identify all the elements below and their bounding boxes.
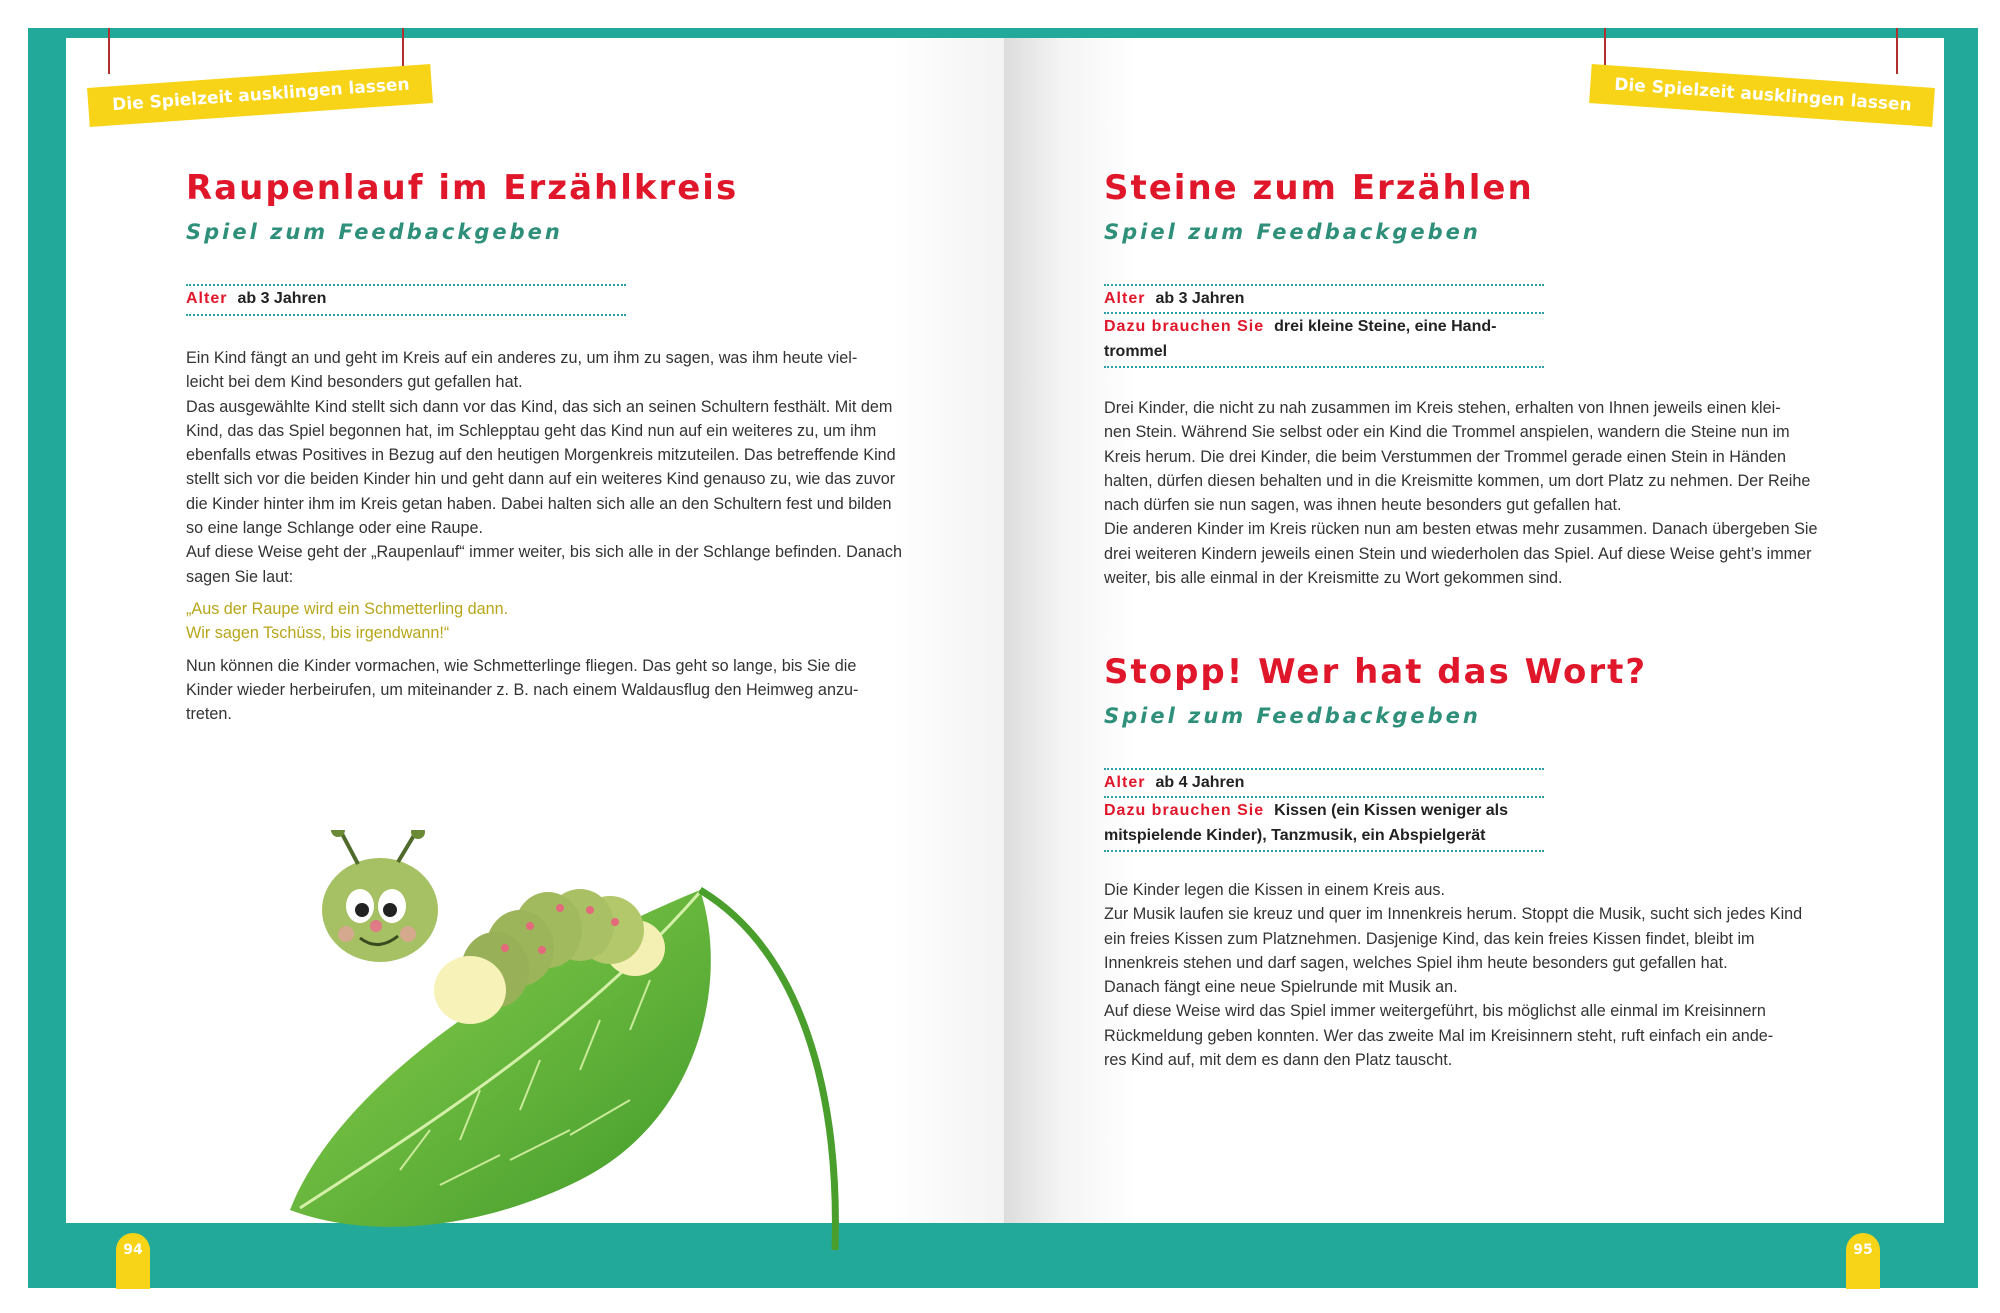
meta-label: Dazu brauchen Sie: [1104, 318, 1265, 335]
meta-value: drei kleine Steine, eine Hand- trommel: [1104, 318, 1497, 360]
left-body-text: [186, 346, 906, 726]
meta-label: Alter: [1104, 290, 1146, 307]
page-number-text: 95: [1853, 1242, 1873, 1258]
page-number-right: [1846, 1233, 1880, 1289]
meta-value: Kissen (ein Kissen weniger als mitspielende Kinder), Tanzmusik, ein Abspielgerät: [1104, 802, 1509, 844]
divider: [1104, 366, 1544, 368]
paragraph: Die anderen Kinder im Kreis rücken nun am besten etwas mehr zusammen. Danach übergeben Sie drei weiteren Kindern jeweils einen Stein und wiederholen das Spiel. Auf diese Weise geht’s immer weiter, bis alle einmal in der Kreismitte zu Wort gekommen sind.: [1104, 520, 1818, 588]
game-subtitle: Spiel zum Feedbackgeben: [1104, 704, 1481, 728]
paragraph: Zur Musik laufen sie kreuz und quer im Innenkreis herum. Stoppt die Musik, sucht sich jedes Kind ein freies Kissen zum Platznehmen. Dasjenige Kind, das kein freies Kissen findet, bleibt im Innenkreis stehen und darf sagen, welches Spiel ihm heute besonders gut gefallen hat.: [1104, 905, 1803, 972]
verse: [186, 597, 906, 646]
running-head-left: Die Spielzeit ausklingen lassen: [87, 64, 433, 127]
paragraph: Auf diese Weise wird das Spiel immer weitergeführt, bis möglichst alle einmal im Kreisinnern Rückmeldung geben konnten. Wer das zweite Mal im Kreisinnern steht, ruft einfach ein ande- res Kind auf, mit dem es dann den Platz tauscht.: [1104, 1002, 1774, 1070]
meta-value: ab 3 Jahren: [1155, 290, 1245, 307]
meta-value: ab 3 Jahren: [237, 290, 327, 307]
game-body-text: [1104, 396, 1824, 590]
page-title: Raupenlauf im Erzählkreis: [186, 168, 739, 208]
game-subtitle: Spiel zum Feedbackgeben: [1104, 220, 1481, 244]
meta-label: Alter: [1104, 774, 1146, 791]
game-body-text: [1104, 878, 1824, 1072]
caterpillar-on-leaf-icon: [280, 830, 880, 1260]
verse-line: „Aus der Raupe wird ein Schmetterling dann.: [186, 599, 509, 618]
verse-line: Wir sagen Tschüss, bis irgendwann!“: [186, 624, 450, 643]
meta-row: [1104, 314, 1544, 364]
meta-label: Dazu brauchen Sie: [1104, 802, 1265, 819]
meta-label: Alter: [186, 290, 228, 307]
paragraph: Ein Kind fängt an und geht im Kreis auf ein anderes zu, um ihm zu sagen, was ihm heute viel- leicht bei dem Kind besonders gut gefallen hat.: [186, 349, 858, 392]
paragraph: Die Kinder legen die Kissen in einem Kreis aus.: [1104, 881, 1446, 899]
paragraph: Danach fängt eine neue Spielrunde mit Musik an.: [1104, 978, 1458, 997]
divider: [1104, 850, 1544, 852]
meta-row: [1104, 286, 1544, 312]
page-subtitle: Spiel zum Feedbackgeben: [186, 220, 563, 244]
game-title: Stopp! Wer hat das Wort?: [1104, 652, 1648, 692]
paragraph: Nun können die Kinder vormachen, wie Schmetterlinge fliegen. Das geht so lange, bis Sie die Kinder wieder herbeirufen, um miteinander z. B. nach einem Waldausflug den Heimweg anzu- treten.: [186, 656, 859, 724]
game-title: Steine zum Erzählen: [1104, 168, 1534, 208]
divider: [186, 314, 626, 316]
paragraph: Das ausgewählte Kind stellt sich dann vor das Kind, das sich an seinen Schultern festhält. Mit dem Kind, das das Spiel begonnen hat, im Schlepptau geht das Kind nun auf ein weiteres zu, um ihm ebenfalls etwas Positives in Bezug auf den heutigen Morgenkreis mitzuteilen. Das betreffende Kind stellt sich vor die beiden Kinder hin und geht dann auf ein weiteres Kind genauso zu, wie das zuvor die Kinder hinter ihm im Kreis getan haben. Dabei halten sich alle an den Schultern fest und bilden so eine lange Schlange oder eine Raupe.: [186, 397, 896, 538]
meta-value: ab 4 Jahren: [1155, 774, 1245, 791]
meta-row: [1104, 798, 1544, 848]
paragraph: Drei Kinder, die nicht zu nah zusammen im Kreis stehen, erhalten von Ihnen jeweils einen klei- nen Stein. Während Sie selbst oder ein Kind die Trommel anspielen, wandern die Steine nun im Kreis herum. Die drei Kinder, die beim Verstummen der Trommel gerade einen Stein in Händen halten, dürfen diesen behalten und in die Kreismitte kommen, um dort Platz zu nehmen. Der Reihe nach dürfen sie nun sagen, was ihnen heute besonders gut gefallen hat.: [1104, 399, 1811, 515]
ribbon-string: [108, 28, 110, 74]
ribbon-string: [1896, 28, 1898, 74]
running-head-right: Die Spielzeit ausklingen lassen: [1589, 64, 1935, 127]
meta-row: [1104, 770, 1544, 796]
meta-row: [186, 286, 626, 312]
page-number-left: [116, 1233, 150, 1289]
paragraph: Auf diese Weise geht der „Raupenlauf“ immer weiter, bis sich alle in der Schlange befinden. Danach sagen Sie laut:: [186, 543, 902, 586]
page-number-text: 94: [123, 1242, 143, 1258]
